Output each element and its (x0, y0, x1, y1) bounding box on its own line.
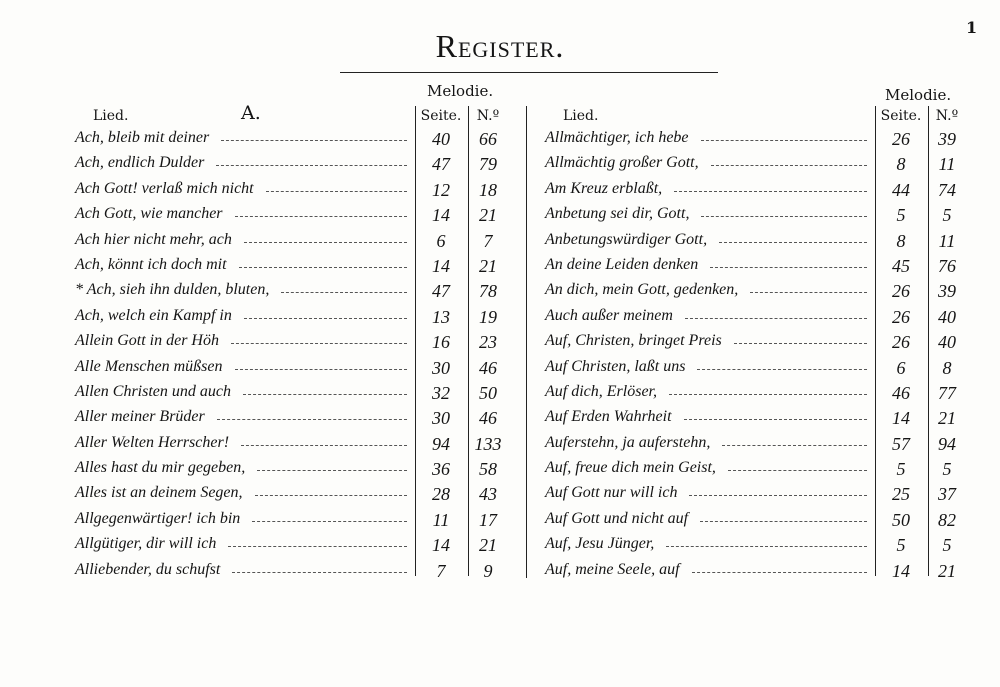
index-row (545, 380, 965, 405)
hymn-title: Auf, Christen, bringet Preis (545, 332, 722, 350)
page-number-cell: 6 (436, 230, 446, 251)
index-row (545, 278, 965, 303)
hymn-title: Allgegenwärtiger! ich bin (75, 509, 241, 527)
dot-leader (728, 470, 867, 471)
page-number-cell: 8 (896, 154, 906, 175)
page-number-cell: 5 (896, 459, 906, 480)
index-row (75, 507, 505, 532)
seite-divider (875, 106, 876, 576)
page-number-cell: 46 (892, 382, 910, 403)
right-column-header (545, 80, 965, 126)
dot-leader (701, 216, 867, 217)
seite-divider (415, 106, 416, 576)
section-letter: A. (241, 102, 261, 124)
hymn-number-cell: 79 (479, 154, 497, 175)
index-row (545, 558, 965, 583)
hymn-number-cell: 11 (938, 154, 956, 175)
index-row (75, 532, 505, 557)
hymn-number-cell: 21 (479, 255, 497, 276)
hymn-number-cell: 50 (479, 382, 497, 403)
dot-leader (217, 419, 407, 420)
index-row (545, 405, 965, 430)
page-number-cell: 94 (432, 433, 450, 454)
hymn-title: Alle Menschen müßsen (75, 357, 223, 375)
page-number-cell: 11 (432, 509, 450, 530)
hymn-number-cell: 21 (479, 535, 497, 556)
hymn-title: Anbetungswürdiger Gott, (545, 230, 708, 248)
index-row (75, 380, 505, 405)
seite-label: Seite. (420, 108, 462, 124)
hymn-title: Auf Gott nur will ich (545, 484, 678, 502)
dot-leader (243, 394, 407, 395)
dot-leader (235, 369, 407, 370)
lied-label: Lied. (563, 108, 599, 124)
dot-leader (255, 495, 407, 496)
hymn-number-cell: 23 (479, 332, 497, 353)
dot-leader (221, 140, 407, 141)
index-row (545, 481, 965, 506)
hymn-title: Auf, freue dich mein Geist, (545, 459, 716, 477)
hymn-title: Anbetung sei dir, Gott, (545, 205, 690, 223)
dot-leader (235, 216, 407, 217)
hymn-title: Auf dich, Erlöser, (545, 382, 657, 400)
dot-leader (239, 267, 407, 268)
hymn-title: Am Kreuz erblaßt, (545, 179, 663, 197)
hymn-number-cell: 76 (938, 255, 956, 276)
index-row (75, 202, 505, 227)
dot-leader (232, 572, 407, 573)
page-number-cell: 36 (432, 459, 450, 480)
index-row (75, 456, 505, 481)
page-number-cell: 12 (432, 179, 450, 200)
page-number-cell: 26 (892, 281, 910, 302)
page-number-cell: 14 (892, 560, 910, 581)
hymn-number-cell: 5 (942, 535, 952, 556)
number-label: N.º (935, 108, 959, 124)
index-row (75, 177, 505, 202)
dot-leader (697, 369, 867, 370)
hymn-title: Aller Welten Herrscher! (75, 433, 230, 451)
hymn-number-cell: 58 (479, 459, 497, 480)
index-row (75, 228, 505, 253)
dot-leader (281, 292, 407, 293)
page-number-cell: 44 (892, 179, 910, 200)
index-row (545, 228, 965, 253)
index-row (545, 431, 965, 456)
hymn-title: Alles hast du mir gegeben, (75, 459, 246, 477)
index-row (545, 202, 965, 227)
page-number-cell: 30 (432, 408, 450, 429)
index-row (75, 558, 505, 583)
index-row (75, 304, 505, 329)
hymn-title: Ach hier nicht mehr, ach (75, 230, 232, 248)
hymn-number-cell: 18 (479, 179, 497, 200)
hymn-number-cell: 74 (938, 179, 956, 200)
number-label: N.º (476, 108, 500, 124)
hymn-title: Auch außer meinem (545, 306, 673, 324)
hymn-number-cell: 133 (474, 433, 502, 454)
hymn-number-cell: 78 (479, 281, 497, 302)
dot-leader (216, 165, 407, 166)
index-row (545, 126, 965, 151)
page-number-cell: 26 (892, 332, 910, 353)
hymn-title: Auf Christen, laßt uns (545, 357, 686, 375)
page-number-cell: 32 (432, 382, 450, 403)
page-number-cell: 14 (432, 535, 450, 556)
index-row (545, 151, 965, 176)
hymn-title: Allein Gott in der Höh (75, 332, 219, 350)
page-number-cell: 14 (432, 205, 450, 226)
page-number-cell: 40 (432, 129, 450, 149)
seite-label: Seite. (880, 108, 922, 124)
page-number-cell: 30 (432, 357, 450, 378)
hymn-number-cell: 39 (938, 281, 956, 302)
hymn-number-cell: 21 (479, 205, 497, 226)
hymn-number-cell: 19 (479, 306, 497, 327)
index-row (545, 177, 965, 202)
page-number-cell: 26 (892, 306, 910, 327)
dot-leader (710, 267, 867, 268)
hymn-number-cell: 46 (479, 357, 497, 378)
hymn-number-cell: 37 (938, 484, 956, 505)
index-row (75, 405, 505, 430)
page-number-cell: 50 (892, 509, 910, 530)
column-divider (526, 106, 527, 578)
left-column-header (75, 80, 505, 126)
hymn-title: Ach, endlich Dulder (75, 154, 205, 172)
index-row (75, 151, 505, 176)
hymn-number-cell: 46 (479, 408, 497, 429)
index-row (75, 329, 505, 354)
page-number-cell: 28 (432, 484, 450, 505)
hymn-title: Aller meiner Brüder (75, 408, 205, 426)
number-divider (468, 106, 469, 576)
page-number-cell: 16 (432, 332, 450, 353)
hymn-number-cell: 21 (938, 408, 956, 429)
hymn-number-cell: 5 (942, 459, 952, 480)
hymn-title: Ach, könnt ich doch mit (75, 255, 227, 273)
page-number-cell: 47 (432, 154, 450, 175)
index-row (75, 355, 505, 380)
hymn-title: Auf, meine Seele, auf (545, 560, 680, 578)
page-title: Register. (435, 28, 565, 64)
index-row (75, 431, 505, 456)
left-rows (75, 126, 505, 583)
index-row (545, 355, 965, 380)
lied-label: Lied. (93, 108, 129, 124)
hymn-title: Auf, Jesu Jünger, (545, 535, 655, 553)
dot-leader (266, 191, 407, 192)
index-row (75, 278, 505, 303)
page-number-cell: 6 (896, 357, 906, 378)
hymn-number-cell: 17 (479, 509, 497, 530)
melodie-label: Melodie. (885, 86, 952, 104)
index-row (545, 507, 965, 532)
hymn-title: Auferstehn, ja auferstehn, (545, 433, 711, 451)
hymn-number-cell: 94 (938, 433, 956, 454)
page-number-cell: 14 (892, 408, 910, 429)
dot-leader (252, 521, 407, 522)
page-number-cell: 7 (436, 560, 446, 581)
right-rows (545, 126, 965, 583)
hymn-number-cell: 77 (938, 382, 956, 403)
hymn-title: * Ach, sieh ihn dulden, bluten, (75, 281, 270, 299)
hymn-number-cell: 40 (938, 332, 956, 353)
hymn-number-cell: 11 (938, 230, 956, 251)
page-number: 1 (966, 18, 978, 37)
dot-leader (701, 140, 867, 141)
dot-leader (734, 343, 867, 344)
page-number-cell: 57 (892, 433, 910, 454)
hymn-title: An dich, mein Gott, gedenken, (545, 281, 739, 299)
page-number-cell: 5 (896, 535, 906, 556)
dot-leader (750, 292, 867, 293)
dot-leader (700, 521, 867, 522)
left-index-column (75, 80, 505, 583)
page-number-cell: 8 (896, 230, 906, 251)
dot-leader (711, 165, 867, 166)
melodie-label: Melodie. (427, 82, 494, 100)
page-number-cell: 14 (432, 255, 450, 276)
index-row (545, 329, 965, 354)
dot-leader (674, 191, 867, 192)
dot-leader (257, 470, 407, 471)
index-row (75, 126, 505, 151)
hymn-number-cell: 9 (483, 560, 493, 581)
index-row (545, 456, 965, 481)
number-divider (928, 106, 929, 576)
hymn-title: Auf Gott und nicht auf (545, 509, 689, 527)
dot-leader (685, 318, 867, 319)
dot-leader (719, 242, 867, 243)
hymn-title: Ach Gott, wie mancher (75, 205, 223, 223)
page-number-cell: 5 (896, 205, 906, 226)
hymn-number-cell: 21 (938, 560, 956, 581)
hymn-title: Allgütiger, dir will ich (75, 535, 217, 553)
title-rule (340, 72, 718, 73)
hymn-number-cell: 5 (942, 205, 952, 226)
dot-leader (241, 445, 407, 446)
hymn-title: Ach, bleib mit deiner (75, 129, 210, 146)
index-row (545, 304, 965, 329)
dot-leader (684, 419, 867, 420)
hymn-number-cell: 66 (479, 129, 497, 149)
index-row (545, 253, 965, 278)
right-index-column (545, 80, 965, 583)
hymn-number-cell: 7 (483, 230, 493, 251)
page-number-cell: 26 (892, 129, 910, 149)
hymn-title: Allmächtig großer Gott, (545, 154, 699, 172)
dot-leader (244, 318, 407, 319)
dot-leader (231, 343, 407, 344)
hymn-number-cell: 43 (479, 484, 497, 505)
index-row (75, 481, 505, 506)
page-number-cell: 25 (892, 484, 910, 505)
dot-leader (666, 546, 867, 547)
hymn-title: Ach Gott! verlaß mich nicht (75, 179, 254, 197)
page-number-cell: 13 (432, 306, 450, 327)
hymn-number-cell: 40 (938, 306, 956, 327)
hymn-title: An deine Leiden denken (545, 255, 699, 273)
page-number-cell: 47 (432, 281, 450, 302)
dot-leader (722, 445, 867, 446)
hymn-number-cell: 39 (938, 129, 956, 149)
hymn-title: Alliebender, du schufst (75, 560, 221, 578)
dot-leader (228, 546, 407, 547)
hymn-title: Allen Christen und auch (75, 382, 231, 400)
hymn-number-cell: 8 (942, 357, 952, 378)
hymn-number-cell: 82 (938, 509, 956, 530)
dot-leader (669, 394, 867, 395)
index-row (545, 532, 965, 557)
dot-leader (689, 495, 867, 496)
hymn-title: Ach, welch ein Kampf in (75, 306, 232, 324)
hymn-title: Alles ist an deinem Segen, (75, 484, 243, 502)
dot-leader (692, 572, 867, 573)
hymn-title: Allmächtiger, ich hebe (545, 129, 689, 146)
dot-leader (244, 242, 407, 243)
page-number-cell: 45 (892, 255, 910, 276)
index-row (75, 253, 505, 278)
hymn-title: Auf Erden Wahrheit (545, 408, 672, 426)
